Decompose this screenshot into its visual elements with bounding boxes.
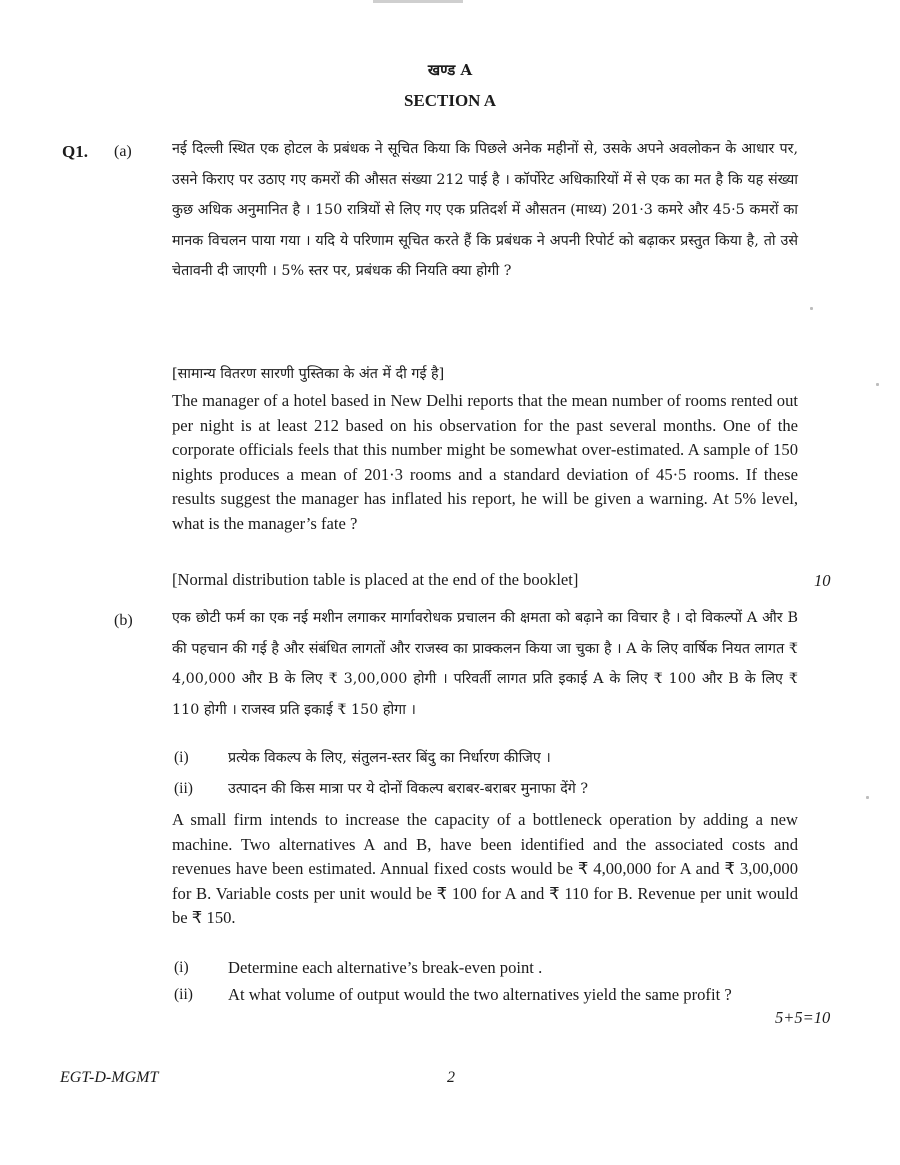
part-b-english-text: A small firm intends to increase the capacity of a bottleneck operation by adding a new machine. Two alternatives A and B, have been identified and the associated costs and revenues have been estimated. Annual fixed costs would be ₹ 4,00,000 for A and ₹ 3,00,000 for B. Variable costs per unit would be ₹ 100 for A and ₹ 110 for B. Revenue per unit would be ₹ 150. [172, 810, 798, 928]
scan-speck [876, 383, 879, 386]
top-edge-mark [373, 0, 463, 3]
part-a-hindi-text: नई दिल्ली स्थित एक होटल के प्रबंधक ने सूचित किया कि पिछले अनेक महीनों से, उसके अपने अवलोकन के आधार पर, उसने किराए पर उठाए गए कमरों की औसत संख्या 212 पाई है । कॉर्पोरेट अधिकारियों में से एक का मत है कि यह संख्या कुछ अधिक अनुमानित है । 150 रात्रियों से लिए गए एक प्रतिदर्श में औसतन (माध्य) 201·3 कमरे और 45·5 कमरों का मानक विचलन पाया गया । यदि ये परिणाम सूचित करते हैं कि प्रबंधक ने अपनी रिपोर्ट को बढ़ाकर प्रस्तुत किया है, तो उसे चेतावनी दी जाएगी । 5% स्तर पर, प्रबंधक की नियति क्या होगी ? [172, 141, 798, 279]
scan-speck [810, 307, 813, 310]
subpart-number: (i) [174, 959, 189, 976]
part-a-hindi-note: [सामान्य वितरण सारणी पुस्तिका के अंत में दी गई है] [172, 366, 445, 382]
part-a-english-note: [Normal distribution table is placed at the end of the booklet] [172, 570, 579, 589]
part-b-label: (b) [114, 612, 133, 629]
part-a-label: (a) [114, 143, 132, 160]
part-b-marks: 5+5=10 [775, 1008, 831, 1027]
section-title-english: SECTION A [403, 91, 497, 110]
subpart-number: (i) [174, 749, 189, 766]
part-b-hindi-text: एक छोटी फर्म का एक नई मशीन लगाकर मार्गावरोधक प्रचालन की क्षमता को बढ़ाने का विचार है । दो विकल्पों A और B की पहचान की गई है और संबंधित लागतों और राजस्व का प्राक्कलन किया जा चुका है । A के लिए वार्षिक नियत लागत ₹ 4,00,000 और B के लिए ₹ 3,00,000 होगी । परिवर्ती लागत प्रति इकाई A के लिए ₹ 100 और B के लिए ₹ 110 होगी । राजस्व प्रति इकाई ₹ 150 होगा । [172, 610, 798, 718]
subpart-number: (ii) [174, 986, 193, 1003]
subpart-text: Determine each alternative’s break-even point . [228, 958, 543, 977]
part-a-marks: 10 [814, 571, 831, 590]
subpart-number: (ii) [174, 780, 193, 797]
section-title-hindi: खण्ड A [427, 61, 473, 79]
question-number: Q1. [62, 142, 88, 161]
subpart-text: At what volume of output would the two alternatives yield the same profit ? [228, 985, 732, 1004]
footer-page-number: 2 [447, 1069, 455, 1086]
subpart-text: उत्पादन की किस मात्रा पर ये दोनों विकल्प बराबर-बराबर मुनाफा देंगे ? [228, 781, 589, 797]
footer-exam-code: EGT-D-MGMT [60, 1069, 159, 1086]
subpart-text: प्रत्येक विकल्प के लिए, संतुलन-स्तर बिंदु का निर्धारण कीजिए । [228, 750, 551, 766]
scan-speck [866, 796, 869, 799]
part-a-english-text: The manager of a hotel based in New Delhi reports that the mean number of rooms rented out per night is at least 212 based on his observation for the past several months. One of the corporate officials feels that this number might be somewhat over-estimated. A sample of 150 nights produces a mean of 201·3 rooms and a standard deviation of 45·5 rooms. If these results suggest the manager has inflated his report, he will be given a warning. At 5% level, what is the manager’s fate ? [172, 391, 798, 533]
